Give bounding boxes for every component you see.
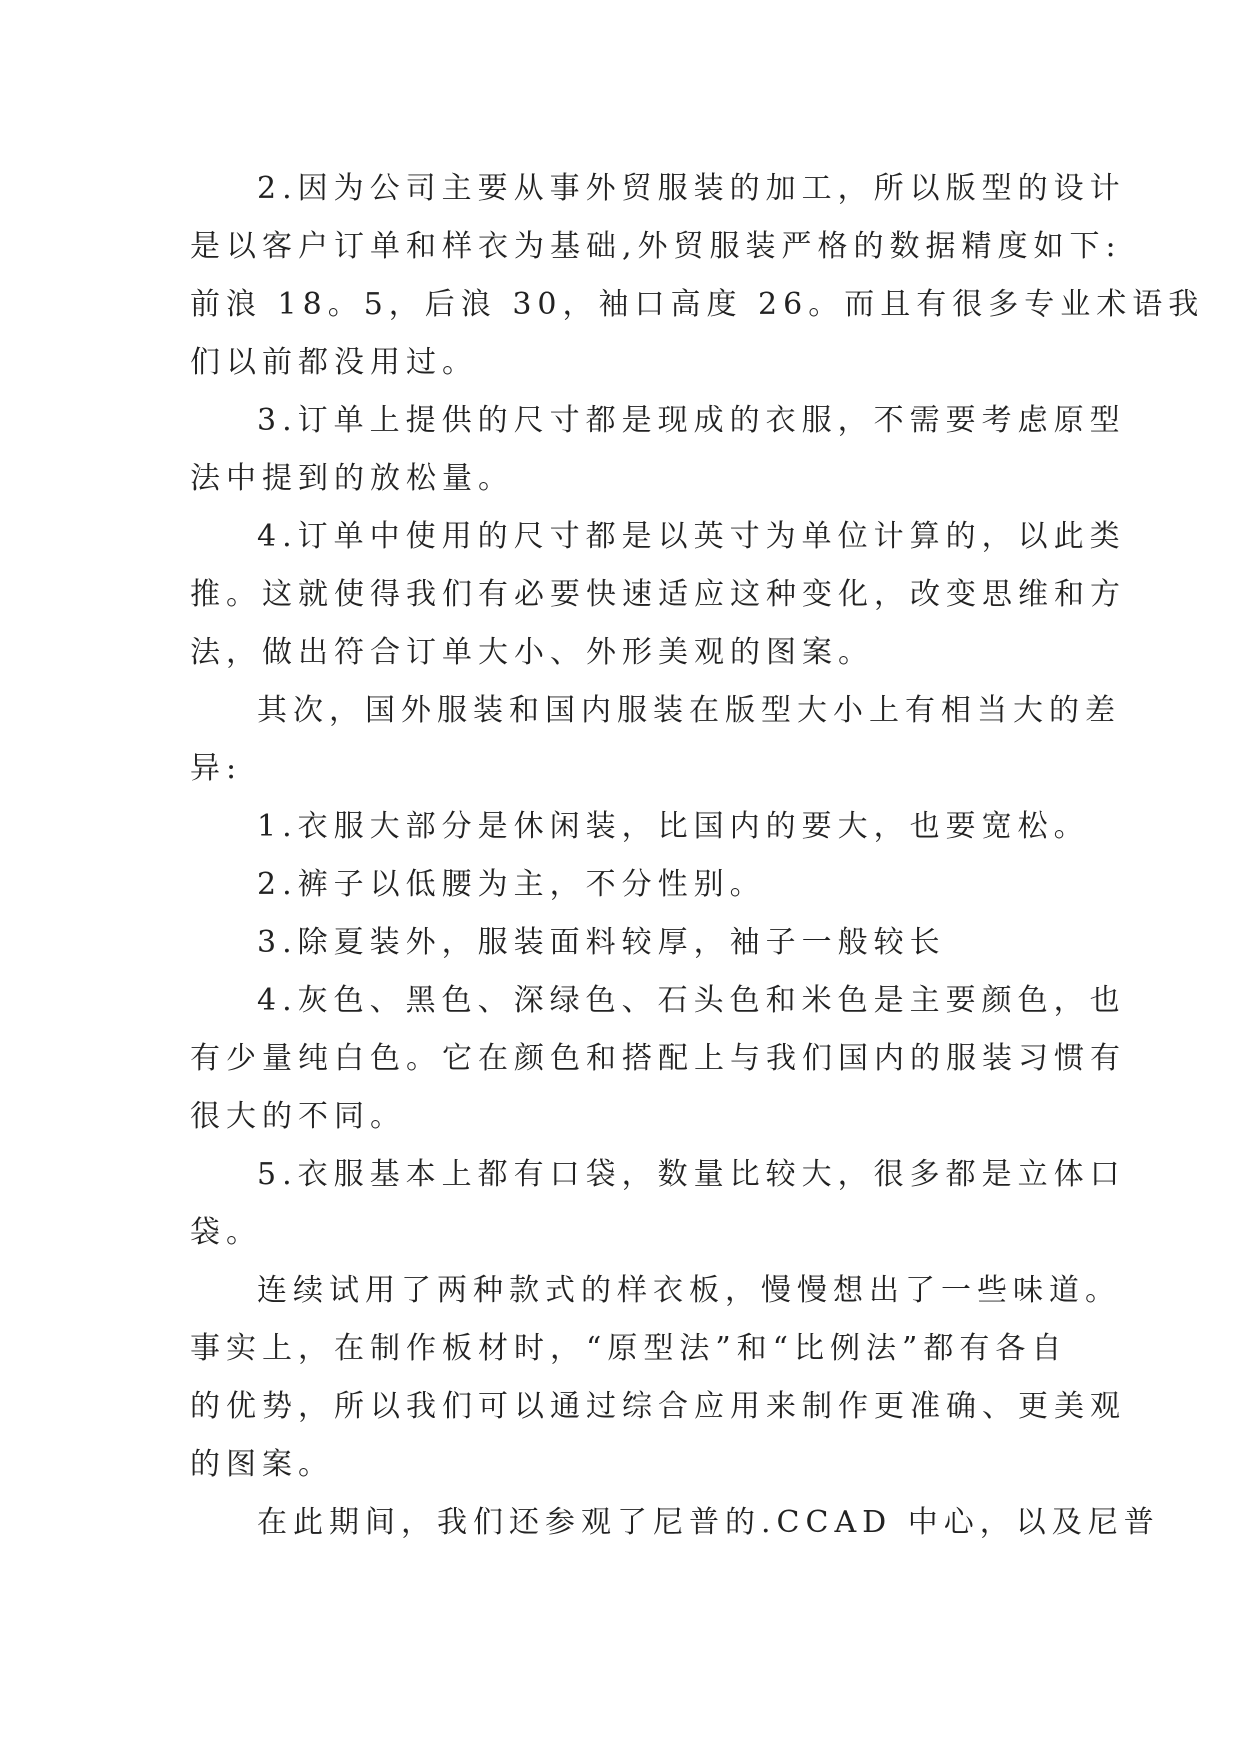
text-line: 袋。 <box>190 1215 262 1250</box>
text-line: 们以前都没用过。 <box>190 345 478 380</box>
text-line: 在此期间，我们还参观了尼普的.CCAD 中心，以及尼普 <box>257 1505 1160 1540</box>
text-line: 5.衣服基本上都有口袋，数量比较大，很多都是立体口 <box>257 1157 1126 1192</box>
text-line: 1.衣服大部分是休闲装，比国内的要大，也要宽松。 <box>257 809 1090 844</box>
text-line: 其次，国外服装和国内服装在版型大小上有相当大的差 <box>257 693 1121 728</box>
text-line: 很大的不同。 <box>190 1099 406 1134</box>
text-line: 3.订单上提供的尺寸都是现成的衣服，不需要考虑原型 <box>257 403 1126 438</box>
text-line: 4.灰色、黑色、深绿色、石头色和米色是主要颜色，也 <box>257 983 1126 1018</box>
text-line: 法中提到的放松量。 <box>190 461 514 496</box>
text-line: 前浪 18。5，后浪 30，袖口高度 26。而且有很多专业术语我 <box>190 287 1205 322</box>
text-line: 连续试用了两种款式的样衣板，慢慢想出了一些味道。 <box>257 1273 1121 1308</box>
text-line: 法，做出符合订单大小、外形美观的图案。 <box>190 635 874 670</box>
text-line: 的优势，所以我们可以通过综合应用来制作更准确、更美观 <box>190 1389 1126 1424</box>
text-line: 事实上，在制作板材时，“原型法”和“比例法”都有各自 <box>190 1331 1068 1366</box>
document-body <box>190 160 1205 1552</box>
text-line: 4.订单中使用的尺寸都是以英寸为单位计算的，以此类 <box>257 519 1126 554</box>
text-line: 2.因为公司主要从事外贸服装的加工，所以版型的设计 <box>257 171 1126 206</box>
text-line: 2.裤子以低腰为主，不分性别。 <box>257 867 766 902</box>
text-line: 推。这就使得我们有必要快速适应这种变化，改变思维和方 <box>190 577 1126 612</box>
text-line: 3.除夏装外，服装面料较厚，袖子一般较长 <box>257 925 946 960</box>
text-line: 的图案。 <box>190 1447 334 1482</box>
text-line: 异: <box>190 751 243 786</box>
text-line: 有少量纯白色。它在颜色和搭配上与我们国内的服装习惯有 <box>190 1041 1126 1076</box>
text-line: 是以客户订单和样衣为基础,外贸服装严格的数据精度如下: <box>190 229 1122 264</box>
